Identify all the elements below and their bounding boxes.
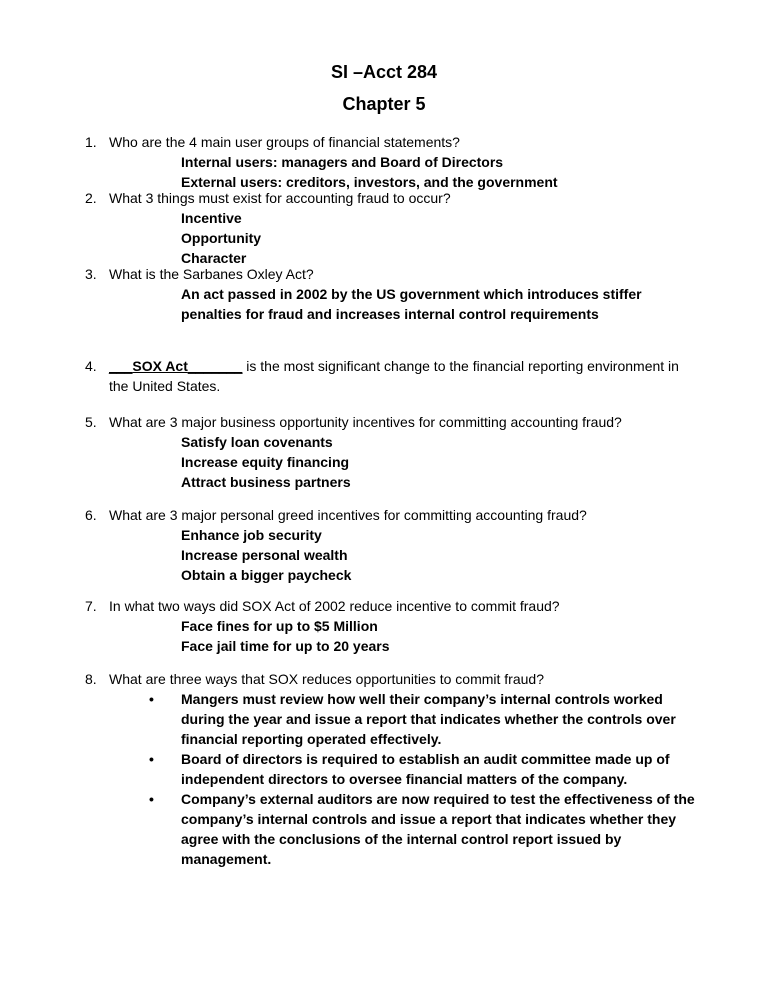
question-3 [85,264,709,324]
chapter-heading: Chapter 5 [342,94,426,114]
bullet-text: Mangers must review how well their company’s internal controls worked during the year and issue a report that indicates whether the controls over financial reporting operated effectively. [181,691,676,747]
answer-line: Face jail time for up to 20 years [181,638,390,654]
answer-line: Attract business partners [181,474,351,490]
question-number: 8. [85,671,97,687]
question-text: is the most significant change to the financial reporting environment in the United States. [109,358,679,394]
fill-blank-answer: SOX Act [132,358,188,374]
question-text: In what two ways did SOX Act of 2002 reduce incentive to commit fraud? [109,598,560,614]
question-1 [85,132,709,192]
answer-line: External users: creditors, investors, and the government [181,174,558,190]
bullet-text: Company’s external auditors are now required to test the effectiveness of the company’s internal controls and issue a report that indicates whether they agree with the conclusions of the internal control report issued by management. [181,791,695,867]
answer-line: Increase equity financing [181,454,350,470]
question-2 [85,188,709,268]
answer-line: Incentive [181,210,242,226]
answer-line: Internal users: managers and Board of Directors [181,154,504,170]
question-number: 3. [85,266,97,282]
question-text: What are 3 major business opportunity incentives for committing accounting fraud? [109,414,622,430]
question-text: What are 3 major personal greed incentives for committing accounting fraud? [109,507,587,523]
bullet-item [109,789,706,869]
question-number: 2. [85,190,97,206]
answer-line: Increase personal wealth [181,547,348,563]
document-title: SI –Acct 284 [330,62,438,82]
question-text: Who are the 4 main user groups of financial statements? [109,134,460,150]
answer-line: Face fines for up to $5 Million [181,618,378,634]
question-number: 1. [85,134,97,150]
question-text: What 3 things must exist for accounting fraud to occur? [109,190,451,206]
question-number: 5. [85,414,97,430]
question-number: 7. [85,598,97,614]
answer-line: Character [181,250,247,266]
question-8 [85,669,709,869]
bullet-text: Board of directors is required to establish an audit committee made up of independent directors to oversee financial matters of the company. [181,751,670,787]
question-text: What are three ways that SOX reduces opportunities to commit fraud? [109,671,544,687]
bullet-item [109,689,706,749]
question-5 [85,412,709,492]
bullet-item [109,749,706,789]
question-7 [85,596,709,656]
answer-line: Opportunity [181,230,262,246]
question-number: 6. [85,507,97,523]
bullet-icon: • [149,691,154,707]
question-number: 4. [85,358,97,374]
answer-line: Obtain a bigger paycheck [181,567,352,583]
question-text: What is the Sarbanes Oxley Act? [109,266,314,282]
fill-blank-prefix: ___ [109,358,133,374]
bullet-icon: • [149,791,154,807]
question-6 [85,505,709,585]
bullet-icon: • [149,751,154,767]
fill-blank-suffix: _______ [187,358,243,374]
question-4 [85,356,699,396]
answer-line: Enhance job security [181,527,322,543]
bullet-list [109,689,709,869]
answer-line: Satisfy loan covenants [181,434,333,450]
answer-paragraph: An act passed in 2002 by the US government which introduces stiffer penalties for fraud and increases internal control requirements [181,286,642,322]
